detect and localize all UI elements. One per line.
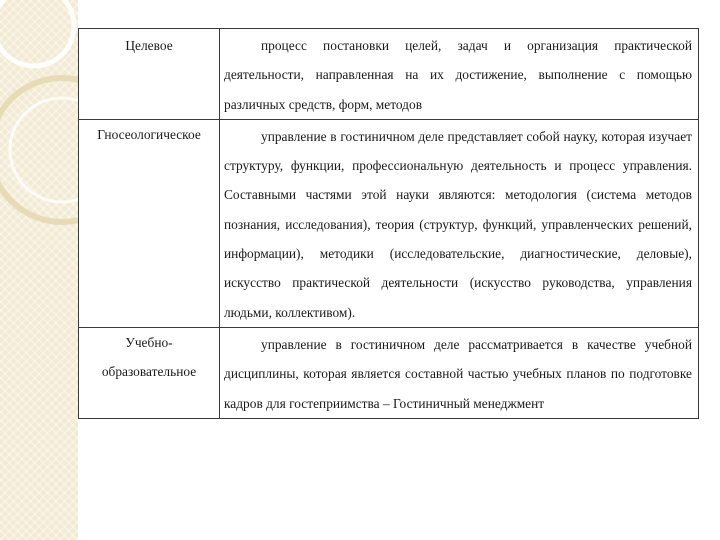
- table-row: [79, 29, 699, 120]
- definition-cell: [220, 119, 699, 327]
- definition-text: управление в гостиничном деле рассматривается в качестве учебной дисциплины, которая является составной частью учебных планов по подготовке кадров для гостеприимства – Гостиничный менеджмент: [224, 336, 692, 411]
- term-label: Целевое: [125, 38, 173, 53]
- definition-cell: [220, 327, 699, 418]
- table-row: [79, 327, 699, 418]
- term-cell: [79, 327, 220, 418]
- approaches-table: [78, 28, 699, 419]
- definition-cell: [220, 29, 699, 120]
- definition-text: управление в гостиничном деле представляет собой науку, которая изучает структуру, функции, профессиональную деятельность и процесс управления. Составными частями этой науки являются: методология (система методов познания, исследования), теория (структур, функций, управленческих решений, информации), методики (исследовательские, диагностические, деловые), искусство практической деятельности (искусство руководства, управления людьми, коллективом).: [224, 128, 692, 320]
- decorative-circles-ornament: [0, 0, 78, 540]
- term-cell: [79, 29, 220, 120]
- term-label: Учебно-образовательное: [101, 334, 197, 380]
- term-label: Гносеологическое: [97, 126, 201, 142]
- table-row: [79, 119, 699, 327]
- decorative-side-strip: [0, 0, 78, 540]
- ornament-circle-top: [0, 0, 74, 66]
- term-cell: [79, 119, 220, 327]
- definition-text: процесс постановки целей, задач и организация практической деятельности, направленная на их достижение, выполнение с помощью различных средств, форм, методов: [224, 38, 692, 112]
- ornament-circle-inner: [10, 98, 78, 202]
